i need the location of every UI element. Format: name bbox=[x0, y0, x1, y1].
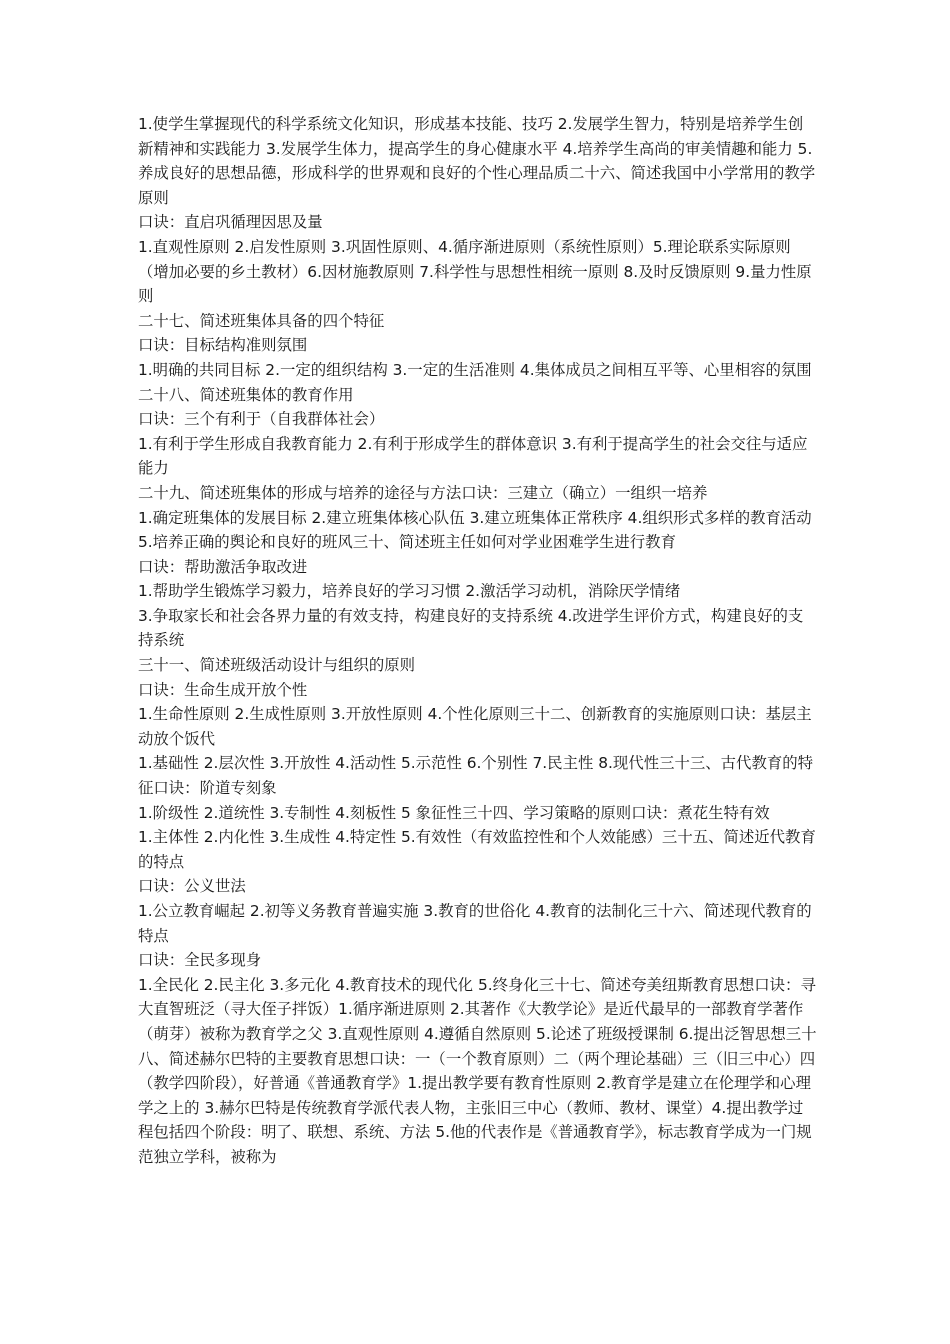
paragraph: 1.全民化 2.民主化 3.多元化 4.教育技术的现代化 5.终身化三十七、简述夸美纽斯教育思想口诀：寻大直智班泛（寻大侄子拌饭）1.循序渐进原则 2.其著作《大教学论》是近代最早的一部教育学著作（萌芽）被称为教育学之父 3.直观性原则 4.遵循自然原则 5.论述了班级授课制 6.提出泛智思想三十八、简述赫尔巴特的主要教育思想口诀：一（一个教育原则）二（两个理论基础）三（旧三中心）四（教学四阶段），好普通《普通教育学》1.提出教学要有教育性原则 2.教育学是建立在伦理学和心理学之上的 3.赫尔巴特是传统教育学派代表人物，主张旧三中心（教师、教材、课堂）4.提出教学过程包括四个阶段：明了、联想、系统、方法 5.他的代表作是《普通教育学》，标志教育学成为一门规范独立学科，被称为 bbox=[138, 975, 817, 1166]
paragraph: 口诀：帮助激活争取改进 bbox=[138, 557, 308, 576]
paragraph: 1.公立教育崛起 2.初等义务教育普遍实施 3.教育的世俗化 4.教育的法制化三十六、简述现代教育的特点 bbox=[138, 902, 812, 945]
paragraph: 1.直观性原则 2.启发性原则 3.巩固性原则、4.循序渐进原则（系统性原则）5.理论联系实际原则（增加必要的乡土教材）6.因材施教原则 7.科学性与思想性相统一原则 8.及时反馈原则 9.量力性原则 bbox=[138, 237, 812, 306]
paragraph: 1.明确的共同目标 2.一定的组织结构 3.一定的生活准则 4.集体成员之间相互平等、心里相容的氛围 bbox=[138, 360, 812, 379]
section-heading: 二十七、简述班集体具备的四个特征 bbox=[138, 311, 385, 330]
paragraph: 口诀：目标结构准则氛围 bbox=[138, 336, 308, 355]
paragraph: 口诀：三个有利于（自我群体社会） bbox=[138, 410, 385, 429]
document-body bbox=[138, 112, 818, 1170]
paragraph: 1.使学生掌握现代的科学系统文化知识，形成基本技能、技巧 2.发展学生智力，特别是培养学生创新精神和实践能力 3.发展学生体力，提高学生的身心健康水平 4.培养学生高尚的审美情趣和能力 5.养成良好的思想品德，形成科学的世界观和良好的个性心理品质二十六、简述我国中小学常用的教学原则 bbox=[138, 115, 816, 207]
paragraph: 口诀：直启巩循理因思及量 bbox=[138, 213, 323, 232]
paragraph: 1.生命性原则 2.生成性原则 3.开放性原则 4.个性化原则三十二、创新教育的实施原则口诀：基层主动放个饭代 bbox=[138, 705, 812, 748]
section-heading: 二十八、简述班集体的教育作用 bbox=[138, 385, 354, 404]
paragraph: 1.确定班集体的发展目标 2.建立班集体核心队伍 3.建立班集体正常秩序 4.组织形式多样的教育活动 5.培养正确的舆论和良好的班风三十、简述班主任如何对学业困难学生进行教育 bbox=[138, 508, 812, 552]
section-heading: 二十九、简述班集体的形成与培养的途径与方法口诀：三建立（确立）一组织一培养 bbox=[138, 483, 708, 502]
paragraph: 1.有利于学生形成自我教育能力 2.有利于形成学生的群体意识 3.有利于提高学生的社会交往与适应能力 bbox=[138, 434, 808, 478]
paragraph: 1.主体性 2.内化性 3.生成性 4.特定性 5.有效性（有效监控性和个人效能感）三十五、简述近代教育的特点 bbox=[138, 828, 816, 871]
section-heading: 三十一、简述班级活动设计与组织的原则 bbox=[138, 656, 416, 675]
paragraph: 3.争取家长和社会各界力量的有效支持，构建良好的支持系统 4.改进学生评价方式，构建良好的支持系统 bbox=[138, 606, 804, 650]
paragraph: 口诀：公义世法 bbox=[138, 877, 246, 896]
paragraph: 口诀：全民多现身 bbox=[138, 951, 262, 970]
paragraph: 口诀：生命生成开放个性 bbox=[138, 680, 308, 699]
paragraph: 1.基础性 2.层次性 3.开放性 4.活动性 5.示范性 6.个别性 7.民主性 8.现代性三十三、古代教育的特征口诀：阶道专刻象 bbox=[138, 754, 814, 798]
paragraph: 1.阶级性 2.道统性 3.专制性 4.刻板性 5 象征性三十四、学习策略的原则口诀：煮花生特有效 bbox=[138, 803, 770, 822]
paragraph: 1.帮助学生锻炼学习毅力，培养良好的学习习惯 2.激活学习动机，消除厌学情绪 bbox=[138, 582, 681, 601]
